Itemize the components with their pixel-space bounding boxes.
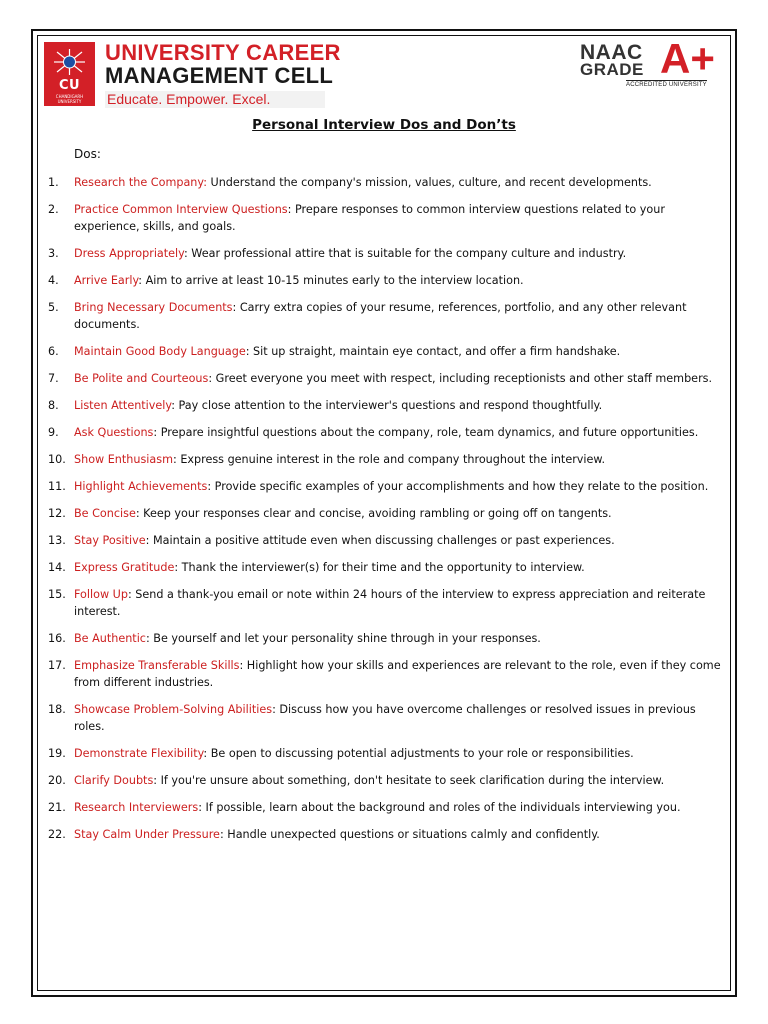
list-item-term: Listen Attentively: [74, 399, 172, 412]
org-name-line1: UNIVERSITY CAREER: [105, 40, 341, 65]
org-name-line2: MANAGEMENT CELL: [105, 63, 334, 88]
list-item-term: Express Gratitude: [74, 561, 175, 574]
list-item-description: : Pay close attention to the interviewer's questions and respond thoughtfully.: [171, 399, 603, 412]
list-item-description: : If you're unsure about something, don't hesitate to seek clarification during the interview.: [153, 774, 665, 787]
document-title: [0, 117, 768, 133]
document-title-text: Personal Interview Dos and Don’ts: [252, 117, 516, 133]
list-item-term: Ask Questions: [74, 426, 154, 439]
grade-letter: A+: [660, 35, 715, 82]
section-label: Dos:: [74, 147, 101, 161]
list-item-description: : Discuss how you have overcome challenges or resolved issues in previous roles.: [74, 703, 696, 733]
list-item: [48, 772, 728, 789]
list-item-term: Clarify Doubts: [74, 774, 154, 787]
list-item-number: 7.: [48, 372, 59, 385]
seal-caption: CHANDIGARH UNIVERSITY: [55, 94, 84, 104]
list-item-text: [74, 826, 728, 843]
list-item-description: : Prepare responses to common interview questions related to your experience, skills, and goals.: [74, 203, 665, 233]
list-item: [48, 174, 728, 191]
list-item-term: Practice Common Interview Questions: [74, 203, 288, 216]
list-item-number: 11.: [48, 480, 66, 493]
list-item-text: [74, 245, 728, 262]
list-item-description: : Sit up straight, maintain eye contact, and offer a firm handshake.: [245, 345, 621, 358]
list-item-number: 13.: [48, 534, 66, 547]
list-item-description: : Prepare insightful questions about the company, role, team dynamics, and future opportunities.: [153, 426, 699, 439]
list-item-description: : Highlight how your skills and experiences are relevant to the role, even if they come from different industries.: [74, 659, 721, 689]
list-item: [48, 424, 728, 441]
list-item-description: : Be open to discussing potential adjustments to your role or responsibilities.: [203, 747, 634, 760]
list-item-text: [74, 424, 728, 441]
naac-grade-badge: [578, 35, 723, 90]
university-career-logo: [44, 40, 341, 112]
globe-burst-icon: [53, 48, 86, 76]
list-item-number: 17.: [48, 659, 66, 672]
list-item-term: Stay Calm Under Pressure: [74, 828, 220, 841]
list-item-text: [74, 586, 728, 620]
list-item-term: Demonstrate Flexibility: [74, 747, 204, 760]
list-item-number: 6.: [48, 345, 59, 358]
list-item: [48, 478, 728, 495]
list-item: [48, 826, 728, 843]
list-item-text: [74, 532, 728, 549]
list-item-text: [74, 772, 728, 789]
list-item-text: [74, 451, 728, 468]
list-item-term: Research the Company:: [74, 176, 207, 189]
list-item: [48, 245, 728, 262]
list-item-number: 10.: [48, 453, 66, 466]
list-item-text: [74, 701, 728, 735]
list-item-term: Maintain Good Body Language: [74, 345, 246, 358]
list-item: [48, 559, 728, 576]
list-item: [48, 370, 728, 387]
list-item-description: : Aim to arrive at least 10-15 minutes early to the interview location.: [138, 274, 524, 287]
list-item-number: 15.: [48, 588, 66, 601]
list-item: [48, 586, 728, 620]
list-item-description: : Provide specific examples of your accomplishments and how they relate to the position.: [207, 480, 709, 493]
list-item-description: : Send a thank-you email or note within 24 hours of the interview to express appreciation and reiterate interest.: [74, 588, 706, 618]
list-item-term: Arrive Early: [74, 274, 139, 287]
list-item-text: [74, 478, 728, 495]
list-item-text: [74, 505, 728, 522]
dos-list: [48, 174, 728, 843]
list-item-term: Be Authentic: [74, 632, 146, 645]
seal-initials: CU: [58, 78, 81, 93]
list-item-number: 9.: [48, 426, 59, 439]
list-item-number: 4.: [48, 274, 59, 287]
list-item-text: [74, 370, 728, 387]
list-item-text: [74, 299, 728, 333]
list-item: [48, 532, 728, 549]
list-item: [48, 657, 728, 691]
list-item-description: : Keep your responses clear and concise, avoiding rambling or going off on tangents.: [135, 507, 612, 520]
list-item-number: 1.: [48, 176, 59, 189]
list-item-number: 5.: [48, 301, 59, 314]
list-item: [48, 630, 728, 647]
list-item-text: [74, 657, 728, 691]
list-item-description: : If possible, learn about the background and roles of the individuals interviewing you.: [198, 801, 681, 814]
list-item-term: Be Polite and Courteous: [74, 372, 209, 385]
list-item-text: [74, 559, 728, 576]
list-item-text: [74, 343, 728, 360]
list-item-text: [74, 174, 728, 191]
list-item-number: 19.: [48, 747, 66, 760]
list-item: [48, 745, 728, 762]
list-item-description: : Be yourself and let your personality shine through in your responses.: [145, 632, 541, 645]
list-item: [48, 799, 728, 816]
list-item-term: Dress Appropriately: [74, 247, 184, 260]
list-item-number: 22.: [48, 828, 66, 841]
list-item-number: 3.: [48, 247, 59, 260]
list-item-text: [74, 201, 728, 235]
list-item-number: 21.: [48, 801, 66, 814]
list-item-description: : Maintain a positive attitude even when discussing challenges or past experiences.: [145, 534, 615, 547]
list-item: [48, 505, 728, 522]
list-item-text: [74, 745, 728, 762]
list-item-description: Understand the company's mission, values, culture, and recent developments.: [206, 176, 652, 189]
list-item: [48, 451, 728, 468]
list-item-number: 2.: [48, 203, 59, 216]
list-item: [48, 343, 728, 360]
tagline: Educate. Empower. Excel.: [105, 91, 325, 108]
list-item-description: : Wear professional attire that is suitable for the company culture and industry.: [183, 247, 627, 260]
list-item-description: : Greet everyone you meet with respect, including receptionists and other staff members.: [208, 372, 713, 385]
cu-seal: [44, 42, 95, 106]
list-item-number: 16.: [48, 632, 66, 645]
list-item-term: Research Interviewers: [74, 801, 199, 814]
list-item-number: 8.: [48, 399, 59, 412]
accredited-caption: ACCREDITED UNIVERSITY: [626, 82, 707, 88]
list-item: [48, 701, 728, 735]
list-item-description: : Handle unexpected questions or situations calmly and confidently.: [219, 828, 600, 841]
list-item-number: 14.: [48, 561, 66, 574]
list-item-description: : Carry extra copies of your resume, references, portfolio, and any other relevant documents.: [74, 301, 687, 331]
list-item-term: Showcase Problem-Solving Abilities: [74, 703, 273, 716]
list-item-text: [74, 799, 728, 816]
list-item-description: : Express genuine interest in the role and company throughout the interview.: [173, 453, 606, 466]
list-item-text: [74, 630, 728, 647]
list-item-text: [74, 272, 728, 289]
list-item: [48, 201, 728, 235]
list-item-number: 18.: [48, 703, 66, 716]
list-item-number: 20.: [48, 774, 66, 787]
list-item-term: Stay Positive: [74, 534, 146, 547]
list-item-number: 12.: [48, 507, 66, 520]
list-item-term: Show Enthusiasm: [74, 453, 173, 466]
list-item: [48, 299, 728, 333]
list-item-term: Follow Up: [74, 588, 128, 601]
list-item-term: Highlight Achievements: [74, 480, 208, 493]
list-item-term: Bring Necessary Documents: [74, 301, 233, 314]
list-item-text: [74, 397, 728, 414]
list-item: [48, 272, 728, 289]
list-item-term: Be Concise: [74, 507, 136, 520]
list-item: [48, 397, 728, 414]
list-item-description: : Thank the interviewer(s) for their time and the opportunity to interview.: [174, 561, 585, 574]
naac-label: NAAC: [580, 41, 643, 64]
list-item-term: Emphasize Transferable Skills: [74, 659, 240, 672]
grade-label: GRADE: [580, 60, 644, 79]
